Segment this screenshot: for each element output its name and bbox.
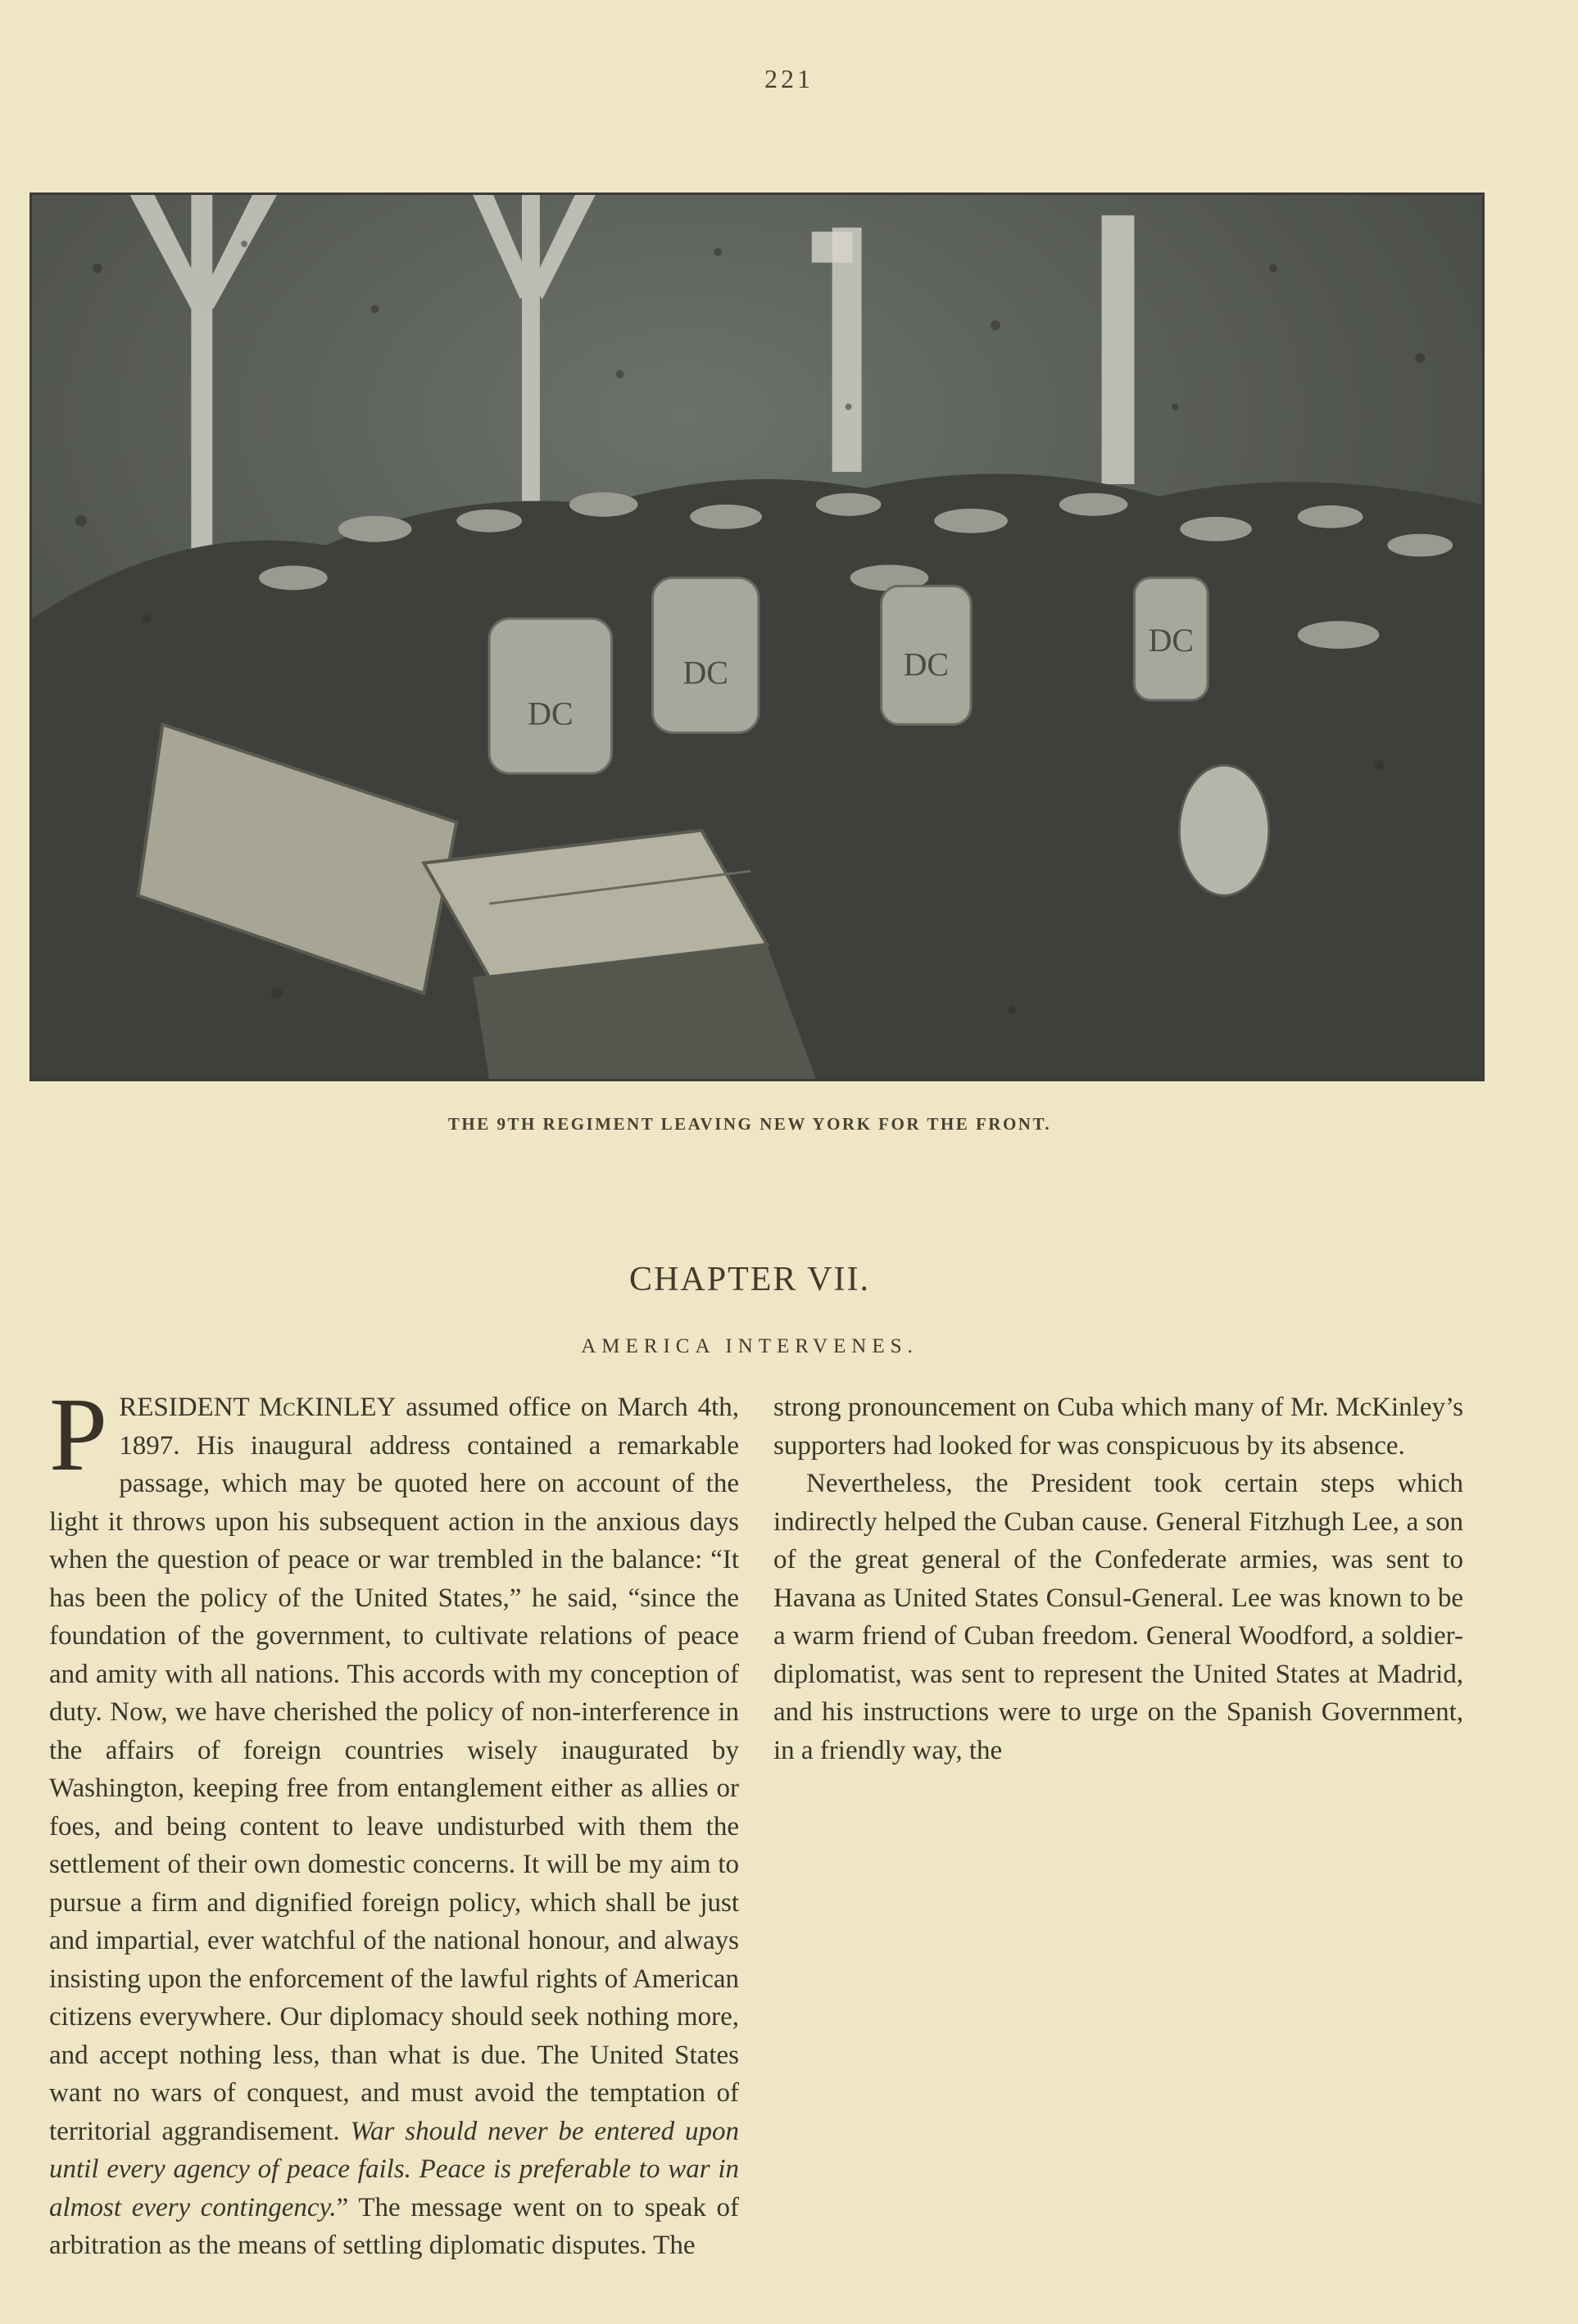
sack-stencil: DC bbox=[903, 646, 949, 683]
paragraph-text: ” The message went on to speak of arbitration as the means of settling diplomatic disputes. The bbox=[49, 2192, 739, 2260]
chapter-subtitle: AMERICA INTERVENES. bbox=[581, 1335, 918, 1357]
body-paragraph-1 bbox=[49, 1389, 739, 2265]
sack-stencil: DC bbox=[528, 695, 574, 732]
body-paragraph-2: Nevertheless, the President took certain steps which indirectly helped the Cuban cause. General Fitzhugh Lee, a son of the great general of the Confederate armies, was sent to Havana as United States Consul-General. Lee was known to be a warm friend of Cuban freedom. General Woodford, a soldier-diplomatist, was sent to represent the United States at Madrid, and his instructions were to urge on the Spanish Government, in a friendly way, the bbox=[773, 1469, 1463, 1765]
italic-quotation: War should never be entered upon until every agency of peace fails. Peace is preferable to war in almost every contingency. bbox=[49, 2116, 739, 2222]
sack-stencil: DC bbox=[1148, 622, 1194, 659]
figure-caption: THE 9TH REGIMENT LEAVING NEW YORK FOR THE FRONT. bbox=[447, 1114, 1052, 1134]
page-number: 221 bbox=[764, 64, 814, 93]
regiment-photograph-illustration bbox=[32, 195, 1482, 1079]
drop-cap: P bbox=[49, 1389, 108, 1493]
paragraph-text: assumed office on March 4th, 1897. His inaugural address contained a remarkable passage, which may be quoted here on account of the light it throws upon his subsequent action in the anxious days when the question of peace or war trembled in the balance: “It has been the policy of the United States,” he said, “since the foundation of the government, to cultivate relations of peace and amity with all nations. This accords with my conception of duty. Now, we have cherished the policy of non-interference in the affairs of foreign countries wisely inaugurated by Washington, keeping free from entanglement either as allies or foes, and being content to leave undisturbed with them the settlement of their own domestic concerns. It will be my aim to pursue a firm and dignified foreign policy, which shall be just and impartial, ever watchful of the national honour, and always insisting upon the enforcement of the lawful rights of American citizens everywhere. Our diplomacy should seek nothing more, and accept nothing less, than what is due. The United States want no wars of conquest, and must avoid the temptation of territorial aggrandisement. bbox=[49, 1393, 739, 2146]
sack-stencil: DC bbox=[682, 655, 728, 691]
regiment-photograph bbox=[29, 193, 1485, 1081]
text-column-left bbox=[49, 1389, 739, 2281]
text-column-right bbox=[773, 1389, 1463, 2281]
body-paragraph-continued: strong pronouncement on Cuba which many of Mr. McKinley’s supporters had looked for was conspicuous by its absence. bbox=[773, 1393, 1463, 1461]
chapter-title: CHAPTER VII. bbox=[629, 1261, 870, 1298]
opening-words: RESIDENT McKINLEY bbox=[119, 1393, 397, 1422]
